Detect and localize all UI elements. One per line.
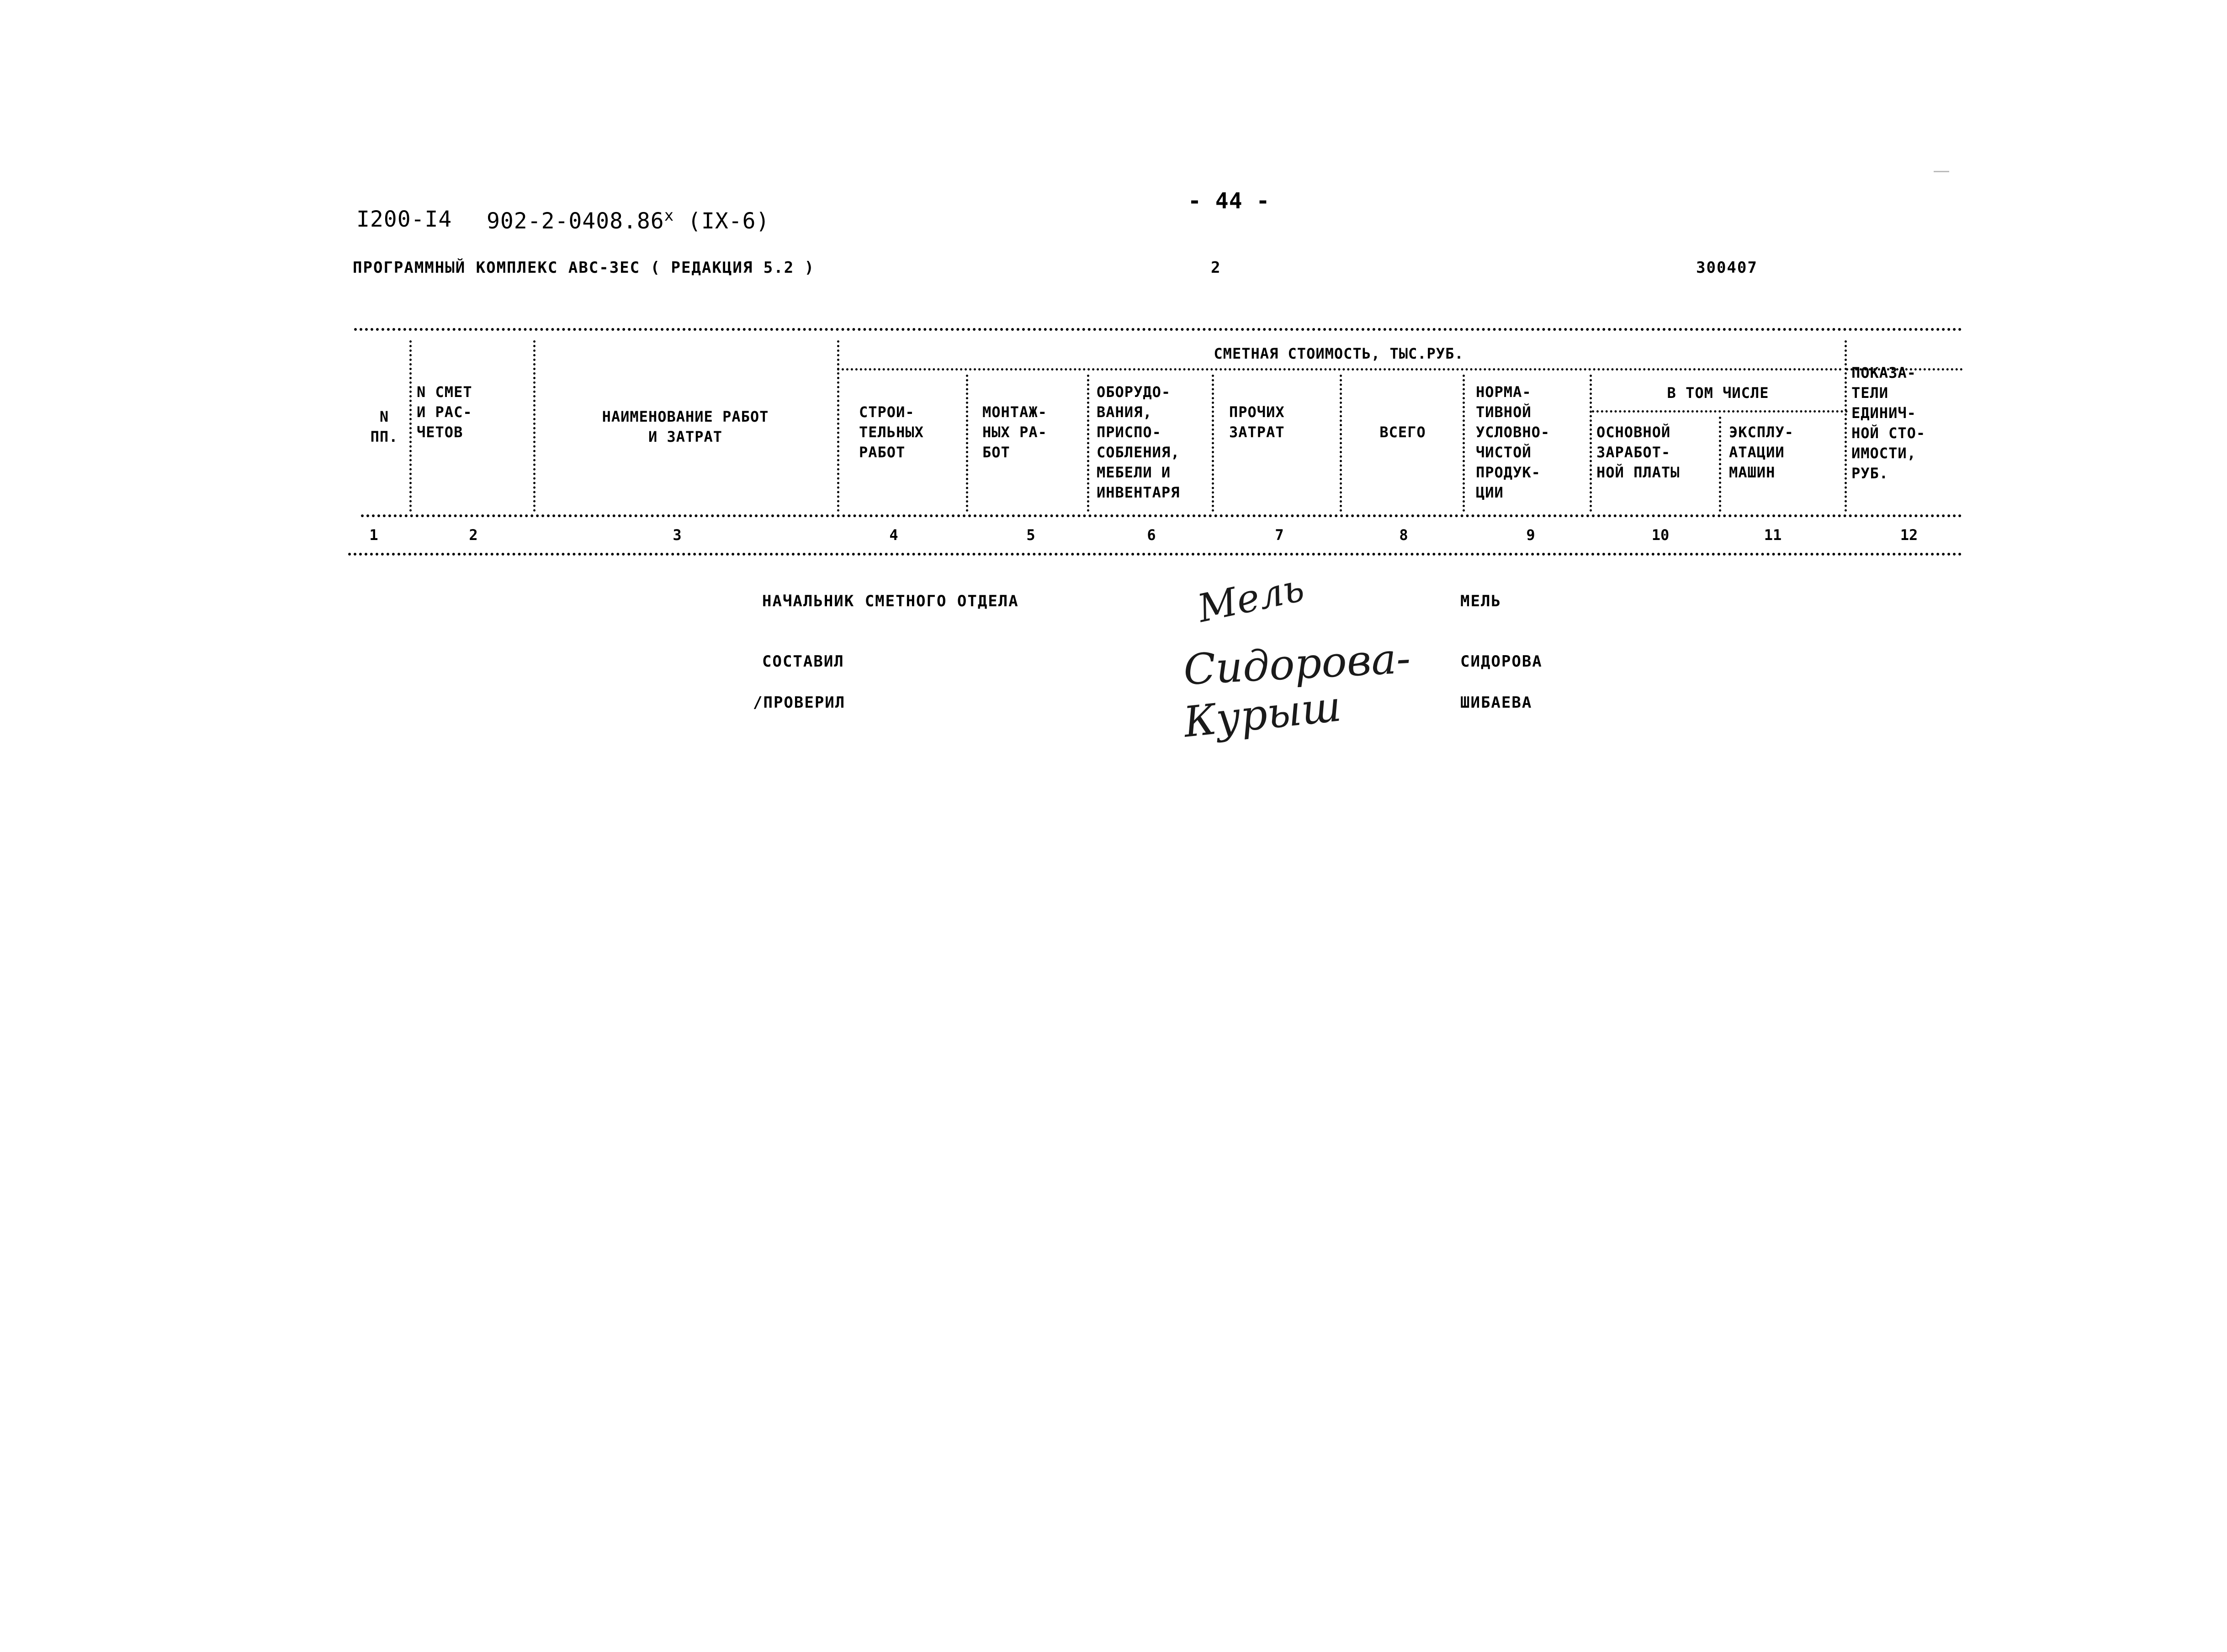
program-code: 300407	[1696, 259, 1758, 277]
signature-name-compiled: СИДОРОВА	[1460, 652, 1543, 671]
signature-role-head: НАЧАЛЬНИК СМЕТНОГО ОТДЕЛА	[762, 592, 1019, 610]
project-code-number: 902-2-0408.86	[487, 208, 664, 234]
col-header-2: N СМЕТ И РАС- ЧЕТОВ	[417, 383, 472, 441]
signature-name-checked: ШИБАЕВА	[1460, 694, 1532, 712]
project-code-superscript: x	[664, 206, 674, 225]
col-number-1: 1	[369, 526, 378, 544]
col-header-4: СТРОИ- ТЕЛЬНЫХ РАБОТ	[859, 403, 924, 461]
col-sep-7	[1340, 375, 1342, 512]
col-header-5: МОНТАЖ- НЫХ РА- БОТ	[982, 403, 1047, 461]
col-header-10: ОСНОВНОЙ ЗАРАБОТ- НОЙ ПЛАТЫ	[1596, 424, 1680, 481]
header-bottom-rule	[361, 514, 1962, 517]
col-number-9: 9	[1526, 526, 1535, 544]
group-header-rule	[837, 368, 1842, 371]
table-top-rule	[354, 328, 1962, 331]
col-header-3: НАИМЕНОВАНИЕ РАБОТ И ЗАТРАТ	[602, 408, 769, 445]
col-number-5: 5	[1026, 526, 1035, 544]
program-title: ПРОГРАММНЫЙ КОМПЛЕКС АВС-3ЕС ( РЕДАКЦИЯ 5.2 )	[353, 259, 815, 277]
col-number-4: 4	[889, 526, 898, 544]
col-number-7: 7	[1275, 526, 1284, 544]
col-number-8: 8	[1399, 526, 1408, 544]
signature-role-compiled: СОСТАВИЛ	[762, 652, 844, 671]
col-header-9: НОРМА- ТИВНОЙ УСЛОВНО- ЧИСТОЙ ПРОДУК- ЦИИ	[1476, 383, 1550, 501]
col-sep-3	[837, 340, 839, 512]
col-header-12: ПОКАЗА- ТЕЛИ ЕДИНИЧ- НОЙ СТО- ИМОСТИ, РУБ.	[1851, 364, 1926, 482]
col-sep-2	[533, 340, 536, 512]
col-header-1: N ПП.	[370, 408, 398, 445]
col-header-6: ОБОРУДО- ВАНИЯ, ПРИСПО- СОБЛЕНИЯ, МЕБЕЛИ И ИНВЕНТАРЯ	[1097, 383, 1180, 501]
col-number-12: 12	[1900, 526, 1918, 544]
project-code	[487, 206, 769, 234]
signature-name-head: МЕЛЬ	[1460, 592, 1501, 610]
subgroup-header-rule	[1592, 410, 1848, 413]
col-number-2: 2	[469, 526, 478, 544]
col-number-6: 6	[1147, 526, 1156, 544]
page-number: - 44 -	[1188, 188, 1270, 214]
project-code-suffix: (IX-6)	[688, 208, 770, 234]
col-sep-8	[1463, 375, 1465, 512]
col-number-3: 3	[673, 526, 682, 544]
subgroup-header-including: В ТОМ ЧИСЛЕ	[1667, 384, 1769, 402]
col-header-7: ПРОЧИХ ЗАТРАТ	[1229, 403, 1285, 441]
col-sep-4	[966, 375, 968, 512]
handwritten-signature-head: Мель	[1193, 565, 1308, 631]
col-sep-11	[1845, 340, 1847, 512]
signature-role-checked: /ПРОВЕРИЛ	[753, 694, 846, 712]
table-bottom-rule	[348, 553, 1962, 556]
col-number-10: 10	[1651, 526, 1670, 544]
col-sep-10	[1719, 417, 1721, 512]
handwritten-signature-checked: Курыш	[1181, 682, 1344, 747]
col-sep-6	[1212, 375, 1214, 512]
group-header-estimate-cost: СМЕТНАЯ СТОИМОСТЬ, ТЫС.РУБ.	[1214, 345, 1464, 362]
handwritten-signature-compiled: Сидорова-	[1182, 634, 1412, 694]
scan-mark	[1934, 171, 1949, 172]
col-sep-1	[409, 340, 412, 512]
col-number-11: 11	[1764, 526, 1782, 544]
col-header-11: ЭКСПЛУ- АТАЦИИ МАШИН	[1729, 424, 1794, 481]
col-header-8: ВСЕГО	[1379, 424, 1426, 441]
program-page: 2	[1211, 259, 1221, 277]
sheet-code: I200-I4	[356, 206, 452, 232]
col-sep-9	[1590, 375, 1592, 512]
